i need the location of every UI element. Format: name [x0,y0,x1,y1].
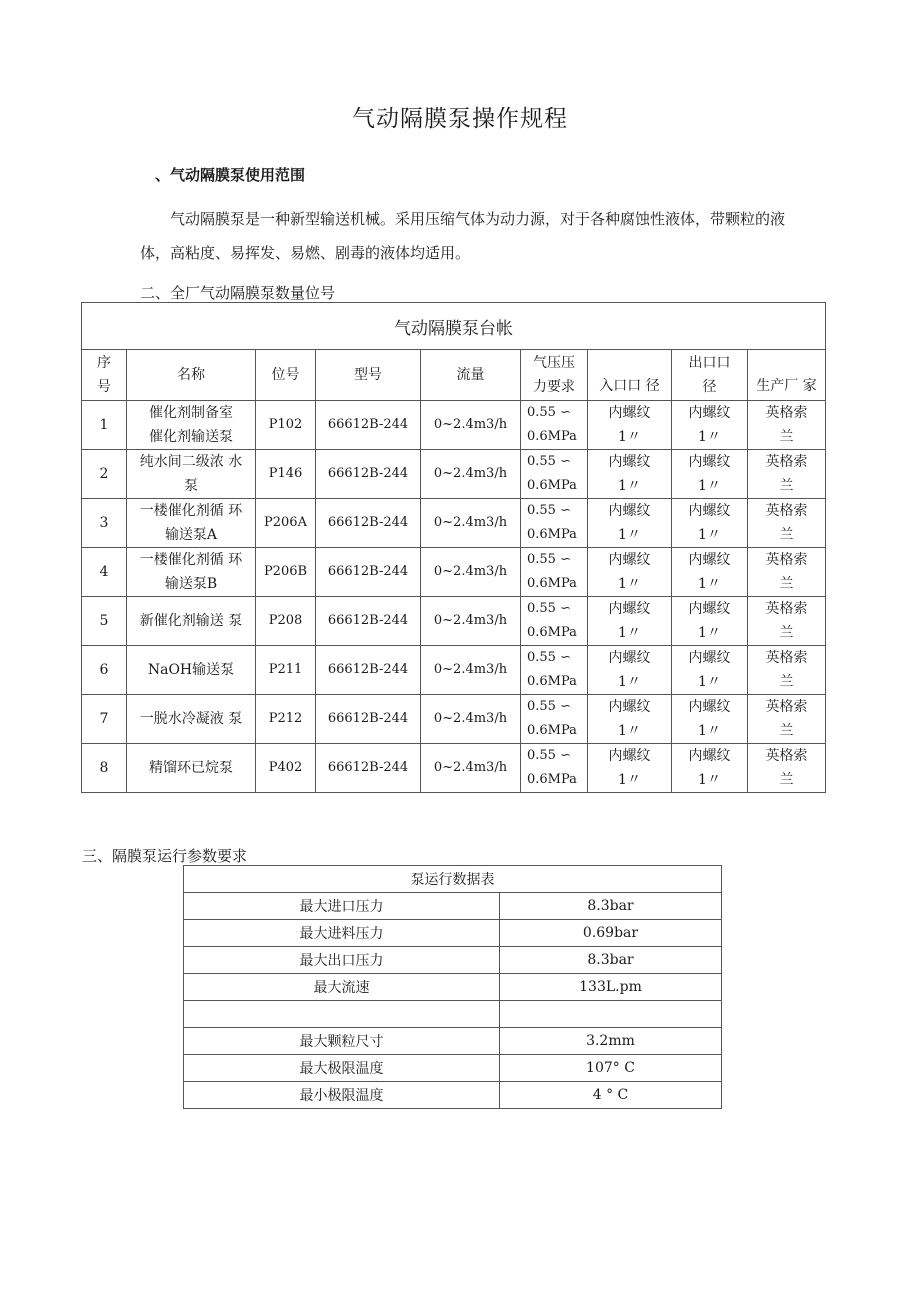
cell-maker: 英格索 兰 [748,646,826,695]
cell-inlet: 内螺纹 1〃 [588,548,672,597]
cell-outlet: 内螺纹 1〃 [672,744,748,793]
cell-outlet: 内螺纹 1〃 [672,401,748,450]
cell-maker: 英格索 兰 [748,597,826,646]
cell-flow: 0~2.4m3/h [421,597,521,646]
ledger-row [82,401,826,450]
cell-maker: 英格索 兰 [748,499,826,548]
cell-seq: 7 [82,695,127,744]
header-seq: 序 号 [82,350,127,401]
param-label: 最大颗粒尺寸 [184,1028,500,1055]
cell-model: 66612B-244 [316,744,421,793]
cell-pressure: 0.55 ∽ 0.6MPa [521,597,588,646]
cell-tag: P102 [256,401,316,450]
params-row [184,974,722,1001]
cell-tag: P208 [256,597,316,646]
ledger-row [82,450,826,499]
cell-name: 纯水间二级浓 水 泵 [127,450,256,499]
param-label: 最大进口压力 [184,893,500,920]
cell-outlet: 内螺纹 1〃 [672,646,748,695]
cell-name: 一楼催化剂循 环 输送泵B [127,548,256,597]
cell-maker: 英格索 兰 [748,450,826,499]
params-row [184,1055,722,1082]
cell-tag: P402 [256,744,316,793]
cell-flow: 0~2.4m3/h [421,450,521,499]
params-caption: 泵运行数据表 [184,866,722,893]
cell-name: 催化剂制备室 催化剂输送泵 [127,401,256,450]
cell-inlet: 内螺纹 1〃 [588,597,672,646]
param-value: 0.69bar [500,920,722,947]
cell-outlet: 内螺纹 1〃 [672,548,748,597]
section2-heading: 二、全厂气动隔膜泵数量位号 [140,284,336,302]
cell-outlet: 内螺纹 1〃 [672,450,748,499]
cell-tag: P212 [256,695,316,744]
pump-ledger-table [81,302,826,793]
ledger-row [82,499,826,548]
param-label: 最大极限温度 [184,1055,500,1082]
cell-pressure: 0.55 ∽ 0.6MPa [521,548,588,597]
cell-name: 精馏环已烷泵 [127,744,256,793]
params-row [184,947,722,974]
param-label: 最小极限温度 [184,1082,500,1109]
header-inlet: 入口口 径 [588,350,672,401]
cell-flow: 0~2.4m3/h [421,401,521,450]
cell-pressure: 0.55 ∽ 0.6MPa [521,450,588,499]
param-value: 4 ° C [500,1082,722,1109]
cell-pressure: 0.55 ∽ 0.6MPa [521,401,588,450]
cell-seq: 1 [82,401,127,450]
cell-seq: 8 [82,744,127,793]
cell-model: 66612B-244 [316,450,421,499]
cell-name: NaOH输送泵 [127,646,256,695]
param-value: 3.2mm [500,1028,722,1055]
cell-seq: 5 [82,597,127,646]
param-value: 107° C [500,1055,722,1082]
cell-name: 一脱水冷凝液 泵 [127,695,256,744]
param-value [500,1001,722,1028]
params-row [184,1082,722,1109]
cell-flow: 0~2.4m3/h [421,695,521,744]
cell-inlet: 内螺纹 1〃 [588,695,672,744]
cell-model: 66612B-244 [316,548,421,597]
ledger-row [82,744,826,793]
cell-model: 66612B-244 [316,401,421,450]
cell-outlet: 内螺纹 1〃 [672,597,748,646]
params-row [184,920,722,947]
cell-pressure: 0.55 ∽ 0.6MPa [521,646,588,695]
params-row [184,1028,722,1055]
cell-tag: P146 [256,450,316,499]
cell-model: 66612B-244 [316,695,421,744]
param-value: 8.3bar [500,947,722,974]
cell-inlet: 内螺纹 1〃 [588,499,672,548]
cell-tag: P206B [256,548,316,597]
header-outlet: 出口口 径 [672,350,748,401]
header-pressure: 气压压 力要求 [521,350,588,401]
cell-flow: 0~2.4m3/h [421,548,521,597]
section1-heading: 、气动隔膜泵使用范围 [155,166,306,184]
params-row [184,1001,722,1028]
section3-heading: 三、隔膜泵运行参数要求 [82,847,248,865]
cell-maker: 英格索 兰 [748,744,826,793]
param-label: 最大出口压力 [184,947,500,974]
pump-params-table [183,865,722,1109]
intro-text: 气动隔膜泵是一种新型输送机械。采用压缩气体为动力源，对于各种腐蚀性液体，带颗粒的液体，高粘度、易挥发、易燃、剧毒的液体均适用。 [140,210,786,262]
param-label: 最大流速 [184,974,500,1001]
params-row [184,893,722,920]
cell-model: 66612B-244 [316,597,421,646]
cell-inlet: 内螺纹 1〃 [588,401,672,450]
ledger-row [82,597,826,646]
header-model: 型号 [316,350,421,401]
header-maker: 生产厂 家 [748,350,826,401]
ledger-caption: 气动隔膜泵台帐 [82,303,826,350]
cell-outlet: 内螺纹 1〃 [672,695,748,744]
cell-model: 66612B-244 [316,499,421,548]
cell-flow: 0~2.4m3/h [421,646,521,695]
cell-name: 一楼催化剂循 环 输送泵A [127,499,256,548]
cell-maker: 英格索 兰 [748,695,826,744]
header-flow: 流量 [421,350,521,401]
cell-pressure: 0.55 ∽ 0.6MPa [521,695,588,744]
param-value: 133L.pm [500,974,722,1001]
ledger-header-row [82,350,826,401]
cell-model: 66612B-244 [316,646,421,695]
param-label [184,1001,500,1028]
cell-flow: 0~2.4m3/h [421,744,521,793]
param-label: 最大进料压力 [184,920,500,947]
cell-name: 新催化剂输送 泵 [127,597,256,646]
cell-seq: 3 [82,499,127,548]
cell-outlet: 内螺纹 1〃 [672,499,748,548]
cell-inlet: 内螺纹 1〃 [588,744,672,793]
cell-inlet: 内螺纹 1〃 [588,646,672,695]
header-tag: 位号 [256,350,316,401]
document-title: 气动隔膜泵操作规程 [352,106,568,132]
param-value: 8.3bar [500,893,722,920]
ledger-row [82,695,826,744]
cell-tag: P211 [256,646,316,695]
cell-flow: 0~2.4m3/h [421,499,521,548]
cell-inlet: 内螺纹 1〃 [588,450,672,499]
intro-paragraph [140,202,800,270]
cell-seq: 4 [82,548,127,597]
cell-seq: 6 [82,646,127,695]
cell-maker: 英格索 兰 [748,548,826,597]
cell-seq: 2 [82,450,127,499]
ledger-row [82,548,826,597]
ledger-row [82,646,826,695]
cell-pressure: 0.55 ∽ 0.6MPa [521,499,588,548]
cell-tag: P206A [256,499,316,548]
cell-pressure: 0.55 ∽ 0.6MPa [521,744,588,793]
cell-maker: 英格索 兰 [748,401,826,450]
header-name: 名称 [127,350,256,401]
